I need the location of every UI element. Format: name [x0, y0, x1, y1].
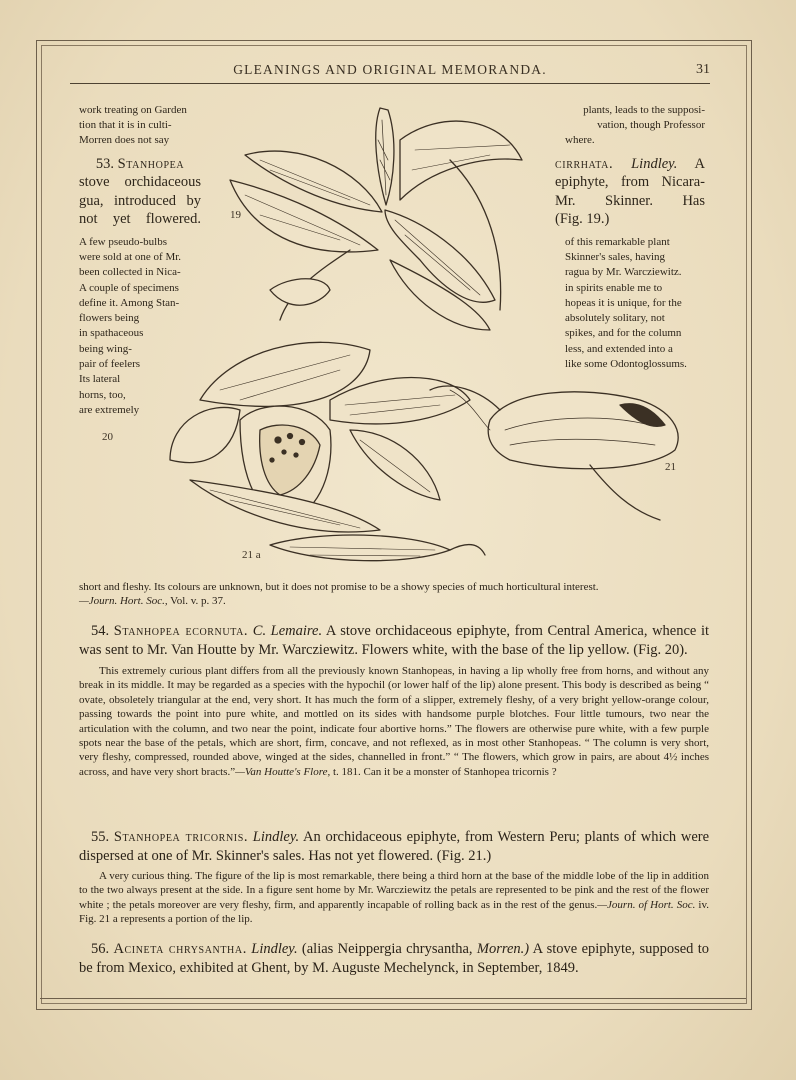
text-line: (Fig. 19.) — [555, 211, 610, 228]
entry-54-heading — [79, 622, 709, 660]
fig20-left-petal — [170, 407, 240, 462]
species-name: Stanhopea tricornis. — [113, 829, 249, 845]
entry-text: A stove orchidaceous epiphyte, from Central America, whence it was sent to Mr. Van Houtte by Mr. Warcziewitz. Flowers white, with the base of the lip yellow. (Fig. 20). — [79, 623, 710, 658]
fig21a-lip-portion — [270, 535, 450, 561]
text-line: hopeas it is unique, for the — [565, 296, 682, 309]
text-line: ragua by Mr. Warcziewitz. — [565, 266, 682, 279]
text-line: are extremely — [79, 403, 140, 416]
text-line: in spirits enable me to — [565, 281, 663, 294]
text-line: gua, introduced by — [79, 192, 201, 209]
text-line: Mr. Skinner. Has — [555, 192, 705, 209]
text-line: A couple of specimens — [79, 281, 179, 294]
entry-54-description — [79, 664, 709, 779]
source-citation: —Van Houtte's Flore, — [235, 765, 331, 778]
entry-53-conclusion — [79, 580, 709, 609]
figure-label-21: 21 — [665, 461, 676, 473]
entry-number: 53. — [95, 155, 114, 172]
text-line: been collected in Nica- — [79, 266, 181, 279]
source-citation: —Journ. Hort. Soc., — [79, 595, 168, 608]
text-line: A few pseudo-bulbs — [79, 235, 167, 248]
genus-name: Stanhopea — [117, 155, 185, 172]
text-line: like some Odontoglossums. — [565, 357, 687, 370]
text-line: Skinner's sales, having — [565, 250, 666, 263]
text-line: not yet flowered. — [79, 211, 201, 228]
header-rule — [70, 83, 710, 84]
text-line: plants, leads to the supposi- — [583, 104, 705, 116]
text-line: epiphyte, from Nicara- — [555, 174, 705, 191]
fig21-lip — [488, 392, 678, 469]
text-line: in spathaceous — [79, 327, 144, 340]
text-line: were sold at one of Mr. — [79, 250, 182, 263]
text-fragment: A — [694, 155, 705, 172]
entry-number: 55. — [91, 829, 110, 845]
running-title: GLEANINGS AND ORIGINAL MEMORANDA. — [233, 62, 547, 77]
text-line: spikes, and for the column — [565, 327, 682, 340]
fig20-right-sepal — [330, 378, 470, 424]
entry-text: An orchidaceous epiphyte, from Western Peru; plants of which were dispersed at one of Mr. Skinner's sales. Has not yet flowered. (Fig. 21.) — [79, 829, 710, 864]
text-line: where. — [565, 134, 595, 147]
entry-number: 56. — [91, 941, 110, 957]
description-text: This extremely curious plant differs from all the previously known Stanhopeas, in having a lip wholly free from horns, and without any break in its middle. It may be regarded as a species with the hypochil (or lower half of the lip) alone present. This body is described as being “ ovate, obsoletely triangular at the end, very short. It has much the form of a slipper, extremely fleshy, of a very bright yellow-orange colour, passing towards the point into pure white, and mottled on its sides with handsome purple blotches. Four little tumours, two near the articulation with the column, and two near the point, indicate four abortive horns.” The flowers are otherwise pure white, with a few purple spots near the base of the petals, which are short, firm, concave, and not reflexed, as in most other Stanhopeas. “ The column is very short, very fleshy, compressed, rounded above, winged at the sides, channelled in front.” “ The flowers, which grow in pairs, are about 4½ inches across, and have very short bracts.” — [79, 665, 709, 778]
alias-name: Neippergia chrysantha, — [337, 941, 473, 957]
figure-label-20: 20 — [102, 431, 113, 443]
text-line: vation, though Professor — [597, 119, 705, 132]
source-citation: —Journ. of Hort. Soc. — [597, 898, 696, 911]
alias-open: (alias — [301, 941, 334, 957]
alias-authority: Morren.) — [476, 941, 530, 957]
text-line: tion that it is in culti- — [79, 119, 172, 132]
text-line: being wing- — [79, 342, 132, 355]
authority: Lindley. — [631, 155, 678, 172]
text-line: flowers being — [79, 312, 140, 325]
entry-56 — [79, 940, 709, 978]
text-line: horns, too, — [79, 388, 126, 401]
text-line: work treating on Garden — [79, 104, 187, 116]
entry-55-heading — [79, 828, 709, 866]
authority: Lindley. — [252, 829, 300, 845]
text-line: absolutely solitary, not — [565, 312, 665, 325]
text-line: stove orchidaceous — [79, 174, 201, 191]
citation-detail: Vol. v. p. 37. — [170, 595, 226, 608]
text-line: short and fleshy. Its colours are unknown, but it does not promise to be a showy species of much horticultural interest. — [79, 581, 599, 593]
bottom-rule — [40, 998, 746, 999]
text-line: of this remarkable plant — [565, 235, 670, 248]
species-name: cirrhata. — [555, 155, 614, 172]
entry-55 — [79, 828, 709, 927]
figure-label-21a: 21 a — [242, 549, 261, 561]
text-line: less, and extended into a — [565, 342, 673, 355]
species-name: Stanhopea ecornuta. — [113, 623, 249, 639]
fig21-horn-lower — [590, 465, 660, 520]
text-line: pair of feelers — [79, 357, 141, 370]
text-line: Its lateral — [79, 373, 121, 386]
figure-label-19: 19 — [230, 209, 241, 221]
running-header — [70, 62, 710, 82]
text-line: define it. Among Stan- — [79, 296, 180, 309]
fig19-dorsal-sepal — [376, 108, 394, 205]
text-line: Morren does not say — [79, 134, 170, 147]
description-text: A very curious thing. The figure of the lip is most remarkable, there being a third horn at the base of the middle lobe of the lip in addition to the two always present at the side. In a figure sent home by Mr. Warcziewitz the petals are represented to be pink and the rest of the flower white ; the petals moreover are very fleshy, firm, and apparently incapable of rolling back as in the rest of the genus. — [79, 870, 709, 911]
citation-detail: t. 181. Can it be a monster of Stanhopea tricornis ? — [332, 765, 557, 778]
species-name: Acineta chrysantha. — [113, 941, 247, 957]
authority: C. Lemaire. — [252, 623, 323, 639]
page-number: 31 — [696, 62, 710, 77]
entry-54 — [79, 622, 709, 779]
entry-55-description — [79, 869, 709, 927]
authority: Lindley. — [251, 941, 298, 957]
entry-number: 54. — [91, 623, 110, 639]
citation-detail: iv. Fig. 21 a represents a portion of the lip. — [79, 898, 710, 926]
entry-text: A stove epiphyte, supposed to be from Mexico, exhibited at Ghent, by M. Auguste Mechelynck, in September, 1849. — [79, 941, 710, 976]
